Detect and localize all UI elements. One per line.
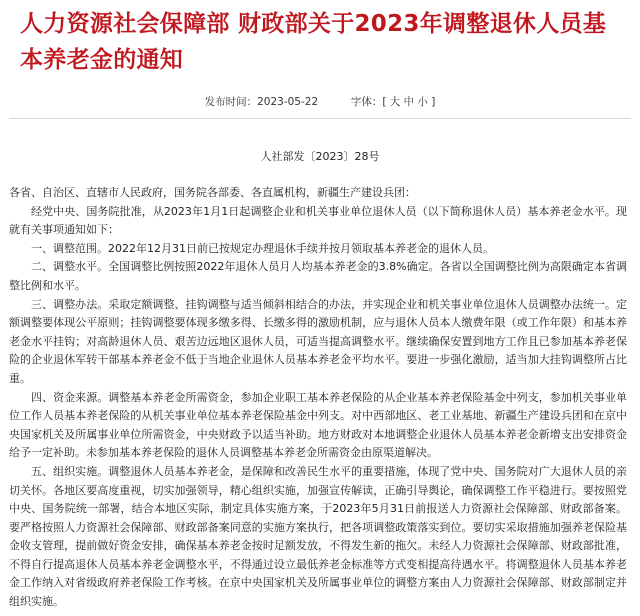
paragraph-level: 二、调整水平。全国调整比例按照2022年退休人员月人均基本养老金的3.8%确定。各省以全国调整比例为高限确定本省调整比例和水平。 [9, 260, 627, 292]
font-size-control[interactable]: 字体：[ 大 中 小 ] [350, 96, 436, 108]
paragraph-implementation: 五、组织实施。调整退休人员基本养老金，是保障和改善民生水平的重要措施，体现了党中央、国务院对广大退休人员的亲切关怀。各地区要高度重视，切实加强领导，精心组织实施，加强宣传解读，正确引导舆论，确保调整工作平稳进行。要按照党中央、国务院统一部署，结合本地区实际，制定具体实施方案，于2023年5月31日前报送人力资源社会保障部、财政部备案。要严格按照人力资源社会保障部、财政部备案同意的实施方案执行，把各项调整政策落实到位。要切实采取措施加强养老保险基金收支管理，提前做好资金安排，确保基本养老金按时足额发放，不得发生新的拖欠。未经人力资源社会保障部、财政部批准，不得自行提高退休人员基本养老金调整水平，不得通过设立最低养老金标准等方式变相提高待遇水平。将调整退休人员基本养老金工作纳入对省级政府养老保险工作考核。在京中央国家机关及所属事业单位的调整方案由人力资源社会保障部、财政部制定并组织实施。 [9, 464, 627, 609]
article-meta [0, 94, 640, 109]
paragraph-method: 三、调整办法。采取定额调整、挂钩调整与适当倾斜相结合的办法，并实现企业和机关事业单位退休人员调整办法统一。定额调整要体现公平原则；挂钩调整要体现多缴多得、长缴多得的激励机制，应与退休人员本人缴费年限（或工作年限）和基本养老金水平挂钩；对高龄退休人员、艰苦边远地区退休人员，可适当提高调整水平。继续确保安置到地方工作且已参加基本养老保险的企业退休军转干部基本养老金不低于当地企业退休人员基本养老金平均水平。要进一步强化激励，适当加大挂钩调整所占比重。 [9, 297, 627, 385]
paragraph-intro: 经党中央、国务院批准，从2023年1月1日起调整企业和机关事业单位退休人员（以下简称退休人员）基本养老金水平。现就有关事项通知如下： [9, 204, 627, 237]
publish-time: 发布时间：2023-05-22 [204, 96, 319, 108]
paragraph-funding: 四、资金来源。调整基本养老金所需资金，参加企业职工基本养老保险的从企业基本养老保险基金中列支，参加机关事业单位工作人员基本养老保险的从机关事业单位基本养老保险基金中列支。对中西部地区、老工业基地、新疆生产建设兵团和在京中央国家机关及所属事业单位所需资金，中央财政予以适当补助。地方财政对本地调整企业退休人员基本养老金新增支出安排资金给予一定补助。未参加基本养老保险的退休人员调整基本养老金所需资金由原渠道解决。 [9, 390, 627, 460]
article-body [9, 184, 627, 612]
salutation: 各省、自治区、直辖市人民政府，国务院各部委、各直属机构，新疆生产建设兵团： [9, 186, 416, 199]
paragraph-scope: 一、调整范围。2022年12月31日前已按规定办理退休手续并按月领取基本养老金的退休人员。 [31, 241, 494, 255]
divider [9, 118, 631, 119]
article-title: 人力资源社会保障部 财政部关于2023年调整退休人员基本养老金的通知 [20, 11, 607, 73]
document-number: 人社部发〔2023〕28号 [260, 150, 380, 163]
